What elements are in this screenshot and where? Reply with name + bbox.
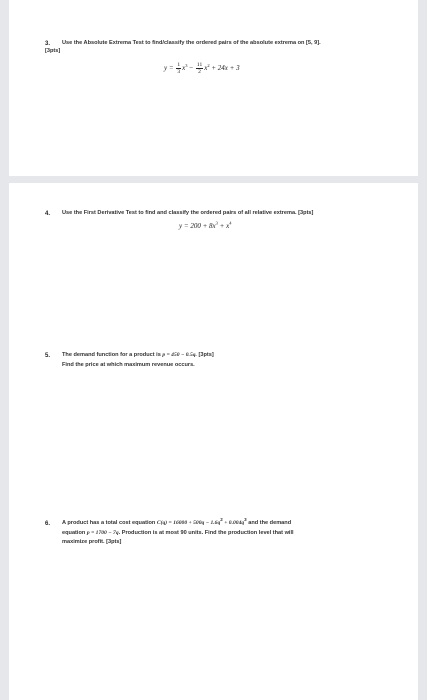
question-4-points: [3pts] [298,210,314,216]
question-5-points: [3pts] [198,352,214,358]
question-6-text: A product has a total cost equation $C(q) = 16000 + 500q - 1.6q^2 + 0.004q^3$ and the demand equation p = 1700 − 7q. Production is at most 90 units. Find the production level that will maximize profit. [3pts] [62,517,294,545]
question-3-equation: y = $\frac{1}{3}$ $x^3$ − $\frac{11}{2}$ $x^2 + 24x + 3$ [164,62,240,75]
question-5-number: 5. [45,353,51,359]
question-6-number: 6. [45,521,51,527]
question-6-points: [3pts] [106,539,122,545]
question-4-number: 4. [45,211,51,217]
question-5-text: The demand function for a product is p = 450 − 0.5q. [3pts] Find the price at which maximum revenue occurs. [62,352,214,368]
document-page-2 [9,183,418,700]
question-3-points: [3pts] [45,48,61,54]
question-3-number: 3. [45,41,51,47]
question-3-text: Use the Absolute Extrema Test to find/classify the ordered pairs of the absolute extrema on [5, 9]. [62,40,321,46]
question-4-equation: $y = 200 + 8x^3 + x^4$ [179,220,232,230]
document-page-1 [9,0,418,176]
question-4-text: Use the First Derivative Test to find and classify the ordered pairs of all relative extrema. [3pts] [62,210,314,216]
